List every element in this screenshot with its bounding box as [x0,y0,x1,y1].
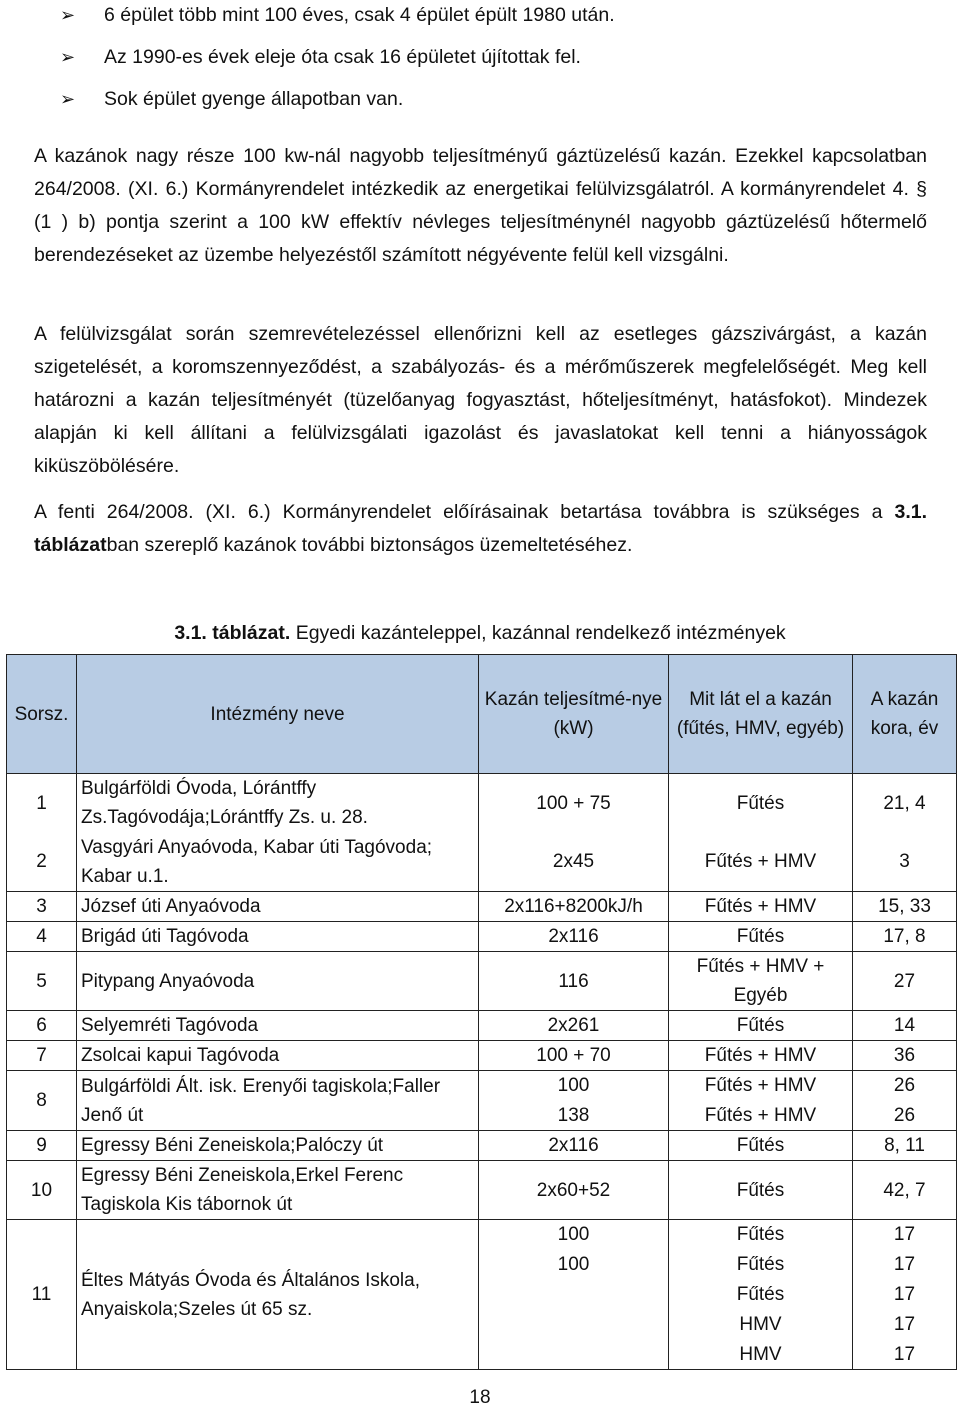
cell-use: Fűtés [669,1011,853,1041]
cell-power: 100 [479,1071,669,1101]
arrow-bullet-icon: ➢ [60,5,76,25]
cell-age: 17 [853,1310,957,1340]
cell-power: 2x60+52 [479,1161,669,1220]
table-reference: 3.1. táblázat [34,501,927,556]
table-header-row [7,655,957,774]
header-cell: Kazán teljesítmé-nye (kW) [479,655,669,774]
paragraph-inspection: A felülvizsgálat során szemrevételezéssel ellenőrizni kell az esetleges gázszivárgást, a kazán szigetelését, a koromszennyeződést, a szabályozás- és a mérőműszerek megfelelőségét. Meg kell határozni a kazán teljesítményét (tüzelőanyag fogyasztást, hőteljesítményt, hatásfokot). Mindezek alapján ki kell állítani a felülvizsgálati igazolást és javaslatokat kell tenni a hiányosságok kiküszöbölésére. [34,323,927,477]
cell-use: Fűtés + HMV [669,1041,853,1071]
table-caption [0,618,960,648]
cell-use: HMV [669,1340,853,1370]
bullet-item [60,0,940,42]
cell-age: 17 [853,1250,957,1280]
cell-name: Egressy Béni Zeneiskola,Erkel Ferenc Tagiskola Kis tábornok út [77,1161,479,1220]
cell-number: 10 [7,1161,77,1220]
cell-age: 15, 33 [853,892,957,922]
paragraph-text: ban szereplő kazánok további biztonságos üzemeltetéséhez. [106,534,633,556]
cell-age: 26 [853,1101,957,1131]
cell-name: Vasgyári Anyaóvoda, Kabar úti Tagóvoda; Kabar u.1. [77,833,479,892]
cell-number: 8 [7,1071,77,1131]
cell-power [479,1340,669,1370]
cell-age: 36 [853,1041,957,1071]
cell-power: 2x116 [479,922,669,952]
cell-number: 11 [7,1220,77,1370]
cell-number: 4 [7,922,77,952]
cell-power [479,1310,669,1340]
arrow-bullet-icon: ➢ [60,89,76,109]
cell-power: 100 + 75 [479,774,669,833]
cell-use: Fűtés [669,1250,853,1280]
cell-name: Éltes Mátyás Óvoda és Általános Iskola, Anyaiskola;Szeles út 65 sz. [77,1220,479,1370]
cell-power: 100 [479,1220,669,1250]
cell-name: Brigád úti Tagóvoda [77,922,479,952]
table-row [7,952,957,1011]
cell-number: 3 [7,892,77,922]
cell-power: 100 + 70 [479,1041,669,1071]
cell-power [479,1280,669,1310]
cell-age: 26 [853,1071,957,1101]
caption-text: Egyedi kazánteleppel, kazánnal rendelkező intézmények [290,622,786,644]
cell-use: Fűtés [669,1131,853,1161]
paragraph-conclusion [34,496,927,562]
table-row [7,1220,957,1250]
cell-use: Fűtés [669,922,853,952]
cell-number: 2 [7,833,77,892]
cell-name: Bulgárföldi Ált. isk. Erenyői tagiskola;Faller Jenő út [77,1071,479,1131]
cell-power: 2x261 [479,1011,669,1041]
cell-number: 1 [7,774,77,833]
cell-age: 17 [853,1220,957,1250]
cell-power: 2x45 [479,833,669,892]
cell-power: 100 [479,1250,669,1280]
caption-label: 3.1. táblázat. [174,622,291,644]
cell-use: HMV [669,1310,853,1340]
cell-number: 5 [7,952,77,1011]
table-row [7,774,957,833]
cell-use: Fűtés [669,774,853,833]
cell-use: Fűtés [669,1280,853,1310]
table-row [7,1071,957,1101]
cell-age: 17 [853,1340,957,1370]
cell-age: 27 [853,952,957,1011]
cell-name: József úti Anyaóvoda [77,892,479,922]
cell-age: 42, 7 [853,1161,957,1220]
cell-age: 14 [853,1011,957,1041]
table-row [7,1011,957,1041]
cell-use: Fűtés + HMV [669,1071,853,1101]
cell-age: 8, 11 [853,1131,957,1161]
cell-power: 2x116+8200kJ/h [479,892,669,922]
institutions-table [6,654,957,1370]
paragraph-text: A fenti 264/2008. (XI. 6.) Kormányrendelet előírásainak betartása továbbra is szükséges a [34,501,895,523]
table-row [7,1161,957,1220]
cell-name: Zsolcai kapui Tagóvoda [77,1041,479,1071]
table-row [7,1131,957,1161]
cell-use: Fűtés + HMV [669,833,853,892]
table-row [7,833,957,892]
bullet-text: 6 épület több mint 100 éves, csak 4 épület épült 1980 után. [104,4,615,26]
header-cell: Mit lát el a kazán (fűtés, HMV, egyéb) [669,655,853,774]
cell-use: Fűtés + HMV [669,892,853,922]
cell-name: Pitypang Anyaóvoda [77,952,479,1011]
cell-name: Selyemréti Tagóvoda [77,1011,479,1041]
cell-name: Egressy Béni Zeneiskola;Palóczy út [77,1131,479,1161]
cell-age: 17, 8 [853,922,957,952]
cell-use: Fűtés + HMV + Egyéb [669,952,853,1011]
header-cell: Sorsz. [7,655,77,774]
header-cell: A kazán kora, év [853,655,957,774]
cell-age: 3 [853,833,957,892]
cell-number: 6 [7,1011,77,1041]
bullet-item [60,42,940,84]
bullet-text: Sok épület gyenge állapotban van. [104,88,404,110]
page-number: 18 [469,1387,491,1408]
table-row [7,1041,957,1071]
cell-power: 2x116 [479,1131,669,1161]
cell-use: Fűtés [669,1161,853,1220]
header-cell: Intézmény neve [77,655,479,774]
cell-name: Bulgárföldi Óvoda, Lórántffy Zs.Tagóvodája;Lórántffy Zs. u. 28. [77,774,479,833]
cell-power: 138 [479,1101,669,1131]
cell-number: 7 [7,1041,77,1071]
cell-use: Fűtés + HMV [669,1101,853,1131]
cell-power: 116 [479,952,669,1011]
cell-age: 21, 4 [853,774,957,833]
bullet-text: Az 1990-es évek eleje óta csak 16 épületet újítottak fel. [104,46,581,68]
table-row [7,892,957,922]
bullet-list [60,0,940,126]
cell-use: Fűtés [669,1220,853,1250]
paragraph-regulation: A kazánok nagy része 100 kw-nál nagyobb teljesítményű gáztüzelésű kazán. Ezekkel kapcsolatban 264/2008. (XI. 6.) Kormányrendelet intézkedik az energetikai felülvizsgálatról. A kormányrendelet 4. § (1 ) b) pontja szerint a 100 kW effektív névleges teljesítménynél nagyobb gáztüzelésű hőtermelő berendezéseket az üzembe helyezéstől számított négyévente felül kell vizsgálni. [34,145,927,266]
cell-number: 9 [7,1131,77,1161]
cell-age: 17 [853,1280,957,1310]
table-row [7,922,957,952]
arrow-bullet-icon: ➢ [60,47,76,67]
bullet-item [60,84,940,126]
